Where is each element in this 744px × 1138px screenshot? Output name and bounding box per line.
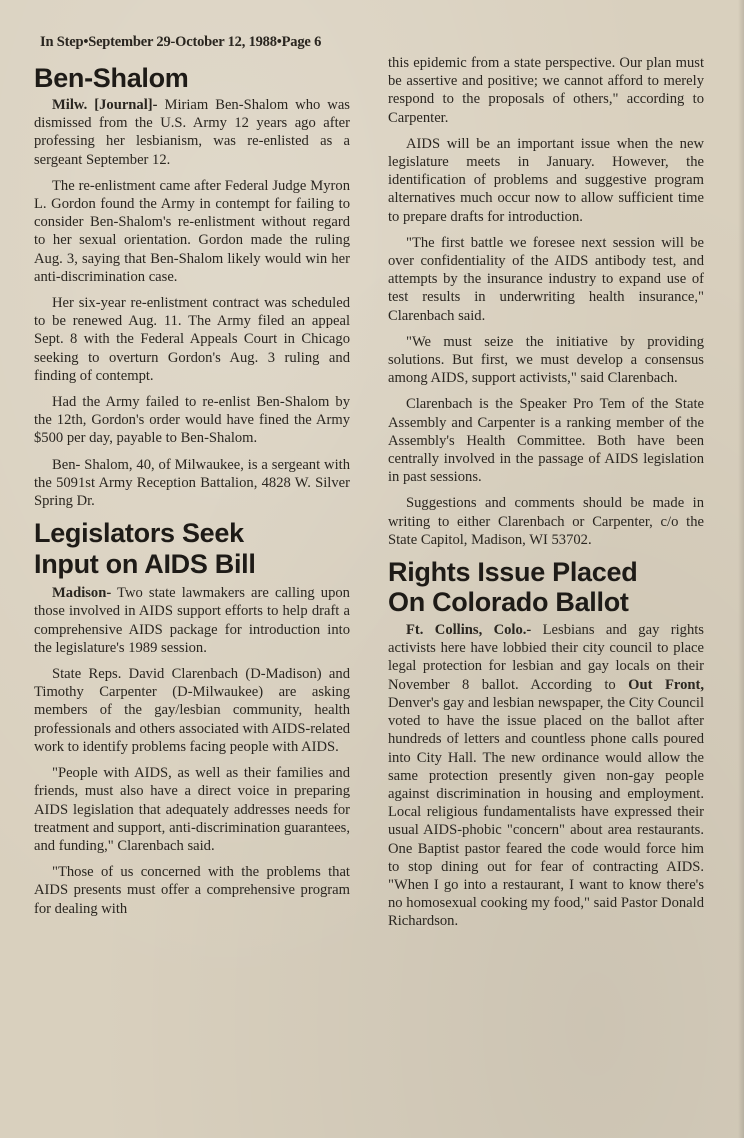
headline-rights-issue: [388, 557, 704, 617]
paragraph: "We must seize the initiative by providing solutions. But first, we must develop a consensus among AIDS, support activists," said Clarenbach.: [388, 333, 704, 387]
right-column: [388, 54, 704, 939]
paragraph-text: Denver's gay and lesbian newspaper, the City Council voted to have the issue placed on the ballot after hundreds of letters and countless phone calls poured into City Hall. The new ordinance would allow the same protection presently given non-gay people against discrimination in housing and employment. Local religious fundamentalists have expressed their usual AIDS-phobic "concern" about area restaurants. One Baptist pastor feared the code would force him to stop dining out for fear of contracting AIDS. "When I go into a restaurant, I want to know there's no homosexual cooking my food," said Pastor Donald Richardson.: [388, 694, 704, 930]
left-column: [34, 58, 350, 926]
paragraph-text: Two state lawmakers are calling upon those involved in AIDS support efforts to help draft a comprehensive AIDS package for introduction into the legislature's 1989 session.: [34, 585, 350, 656]
article-legislators-continued: [388, 54, 704, 549]
article-ben-shalom: [34, 62, 350, 510]
paragraph: Her six-year re-enlistment contract was scheduled to be renewed Aug. 11. The Army filed an appeal Sept. 8 with the Federal Appeals Court in Chicago seeking to overturn Gordon's Aug. 3 ruling and finding of contempt.: [34, 295, 350, 384]
paragraph: Ben- Shalom, 40, of Milwaukee, is a sergeant with the 5091st Army Reception Battalion, 4828 W. Silver Spring Dr.: [34, 456, 350, 510]
paragraph: Suggestions and comments should be made in writing to either Clarenbach or Carpenter, c/o the State Capitol, Madison, WI 53702.: [388, 495, 704, 548]
dateline: Milw. [Journal]-: [52, 97, 158, 113]
headline-legislators: [34, 518, 350, 580]
paragraph: Had the Army failed to re-enlist Ben-Shalom by the 12th, Gordon's order would have fined the Army $500 per day, payable to Ben-Shalom.: [34, 394, 350, 447]
paragraph: "Those of us concerned with the problems that AIDS presents must offer a comprehensive program for dealing with: [34, 864, 350, 917]
dateline: Ft. Collins, Colo.-: [406, 622, 532, 639]
paragraph: The re-enlistment came after Federal Judge Myron L. Gordon found the Army in contempt for failing to consider Ben-Shalom's re-enlistment without regard to her sexual orientation. Gordon made the ruling Aug. 3, saying that Ben-Shalom likely would win her anti-discrimination case.: [34, 177, 350, 285]
paragraph: "The first battle we foresee next session will be over confidentiality of the AIDS antibody test, and attempts by the insurance industry to expand use of test results in underwriting health insurance," Clarenbach said.: [388, 234, 704, 324]
page-folio: In Step•September 29-October 12, 1988•Page 6: [40, 34, 322, 50]
article-legislators: [34, 518, 350, 917]
article-rights-issue: [388, 557, 704, 930]
dateline: Madison-: [52, 585, 112, 602]
paragraph: [388, 621, 704, 930]
headline-line: Legislators Seek: [34, 518, 244, 549]
paragraph: Clarenbach is the Speaker Pro Tem of the State Assembly and Carpenter is a ranking member of the Assembly's Health Committee. Both have been centrally involved in the passage of AIDS legislation in past sessions.: [388, 396, 704, 486]
page-edge-shadow: [738, 0, 744, 1138]
paragraph: "People with AIDS, as well as their families and friends, must also have a direct voice in preparing AIDS legislation that adequately addresses needs for treatment and support, anti-discrimination guarantees, and funding," Clarenbach said.: [34, 765, 350, 854]
paragraph: AIDS will be an important issue when the new legislature meets in January. However, the identification of problems and suggestive program alternatives much occur now to allow sufficient time to prepare drafts for introduction.: [388, 135, 704, 225]
paragraph-text: Miriam Ben-Shalom who was dismissed from the U.S. Army 12 years ago after professing her lesbianism, was re-enlisted as a sergeant September 12.: [34, 97, 350, 168]
headline-ben-shalom: Ben-Shalom: [34, 63, 189, 93]
paragraph: State Reps. David Clarenbach (D-Madison) and Timothy Carpenter (D-Milwaukee) are asking members of the gay/lesbian community, health professionals and others associated with AIDS-related work to identify problems facing people with AIDS.: [34, 666, 350, 755]
headline-line: Input on AIDS Bill: [34, 549, 256, 580]
paragraph: [34, 96, 350, 169]
headline-line: On Colorado Ballot: [388, 587, 629, 618]
paragraph-text: Lesbians and gay rights activists here have lobbied their city council to place legal protection for lesbian and gay locals on their November 8 ballot. According to: [388, 622, 704, 693]
publication-name: Out Front,: [628, 676, 704, 693]
paragraph: this epidemic from a state perspective. Our plan must be assertive and positive; we cannot afford to merely respond to the proposals of others," according to Carpenter.: [388, 55, 704, 126]
headline-line: Rights Issue Placed: [388, 557, 638, 588]
paragraph: [34, 584, 350, 657]
